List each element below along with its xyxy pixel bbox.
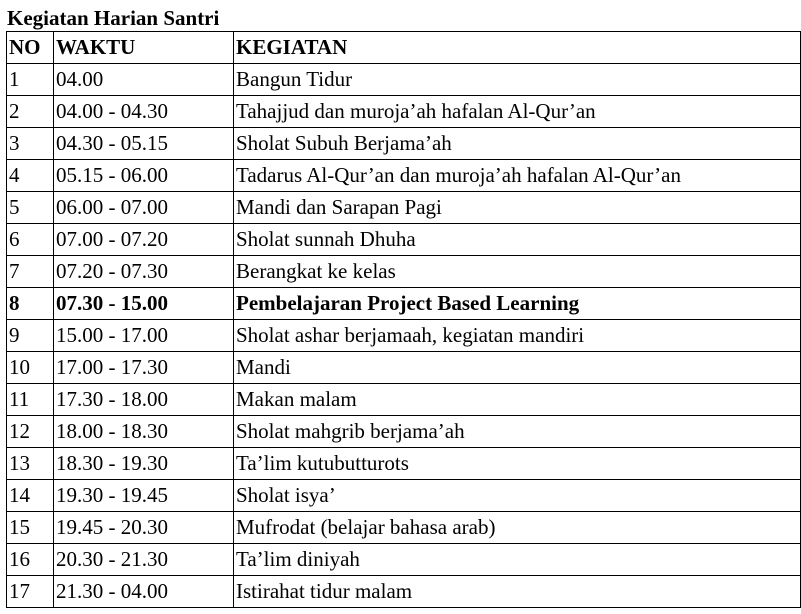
table-row xyxy=(7,160,801,192)
cell-waktu: 18.00 - 18.30 xyxy=(54,416,234,448)
table-row xyxy=(7,352,801,384)
cell-waktu: 07.00 - 07.20 xyxy=(54,224,234,256)
table-row xyxy=(7,64,801,96)
cell-kegiatan: Mandi dan Sarapan Pagi xyxy=(234,192,801,224)
column-header-kegiatan: KEGIATAN xyxy=(234,32,801,64)
cell-waktu: 19.30 - 19.45 xyxy=(54,480,234,512)
cell-no: 16 xyxy=(7,544,54,576)
cell-kegiatan: Sholat ashar berjamaah, kegiatan mandiri xyxy=(234,320,801,352)
cell-kegiatan: Ta’lim kutubutturots xyxy=(234,448,801,480)
cell-no: 17 xyxy=(7,576,54,608)
cell-no: 10 xyxy=(7,352,54,384)
cell-no: 7 xyxy=(7,256,54,288)
cell-kegiatan: Mandi xyxy=(234,352,801,384)
cell-kegiatan: Ta’lim diniyah xyxy=(234,544,801,576)
table-row xyxy=(7,128,801,160)
cell-waktu: 07.20 - 07.30 xyxy=(54,256,234,288)
cell-kegiatan: Sholat sunnah Dhuha xyxy=(234,224,801,256)
cell-no: 3 xyxy=(7,128,54,160)
table-row xyxy=(7,96,801,128)
table-row xyxy=(7,288,801,320)
cell-no: 6 xyxy=(7,224,54,256)
cell-waktu: 05.15 - 06.00 xyxy=(54,160,234,192)
cell-no: 13 xyxy=(7,448,54,480)
cell-kegiatan: Tahajjud dan muroja’ah hafalan Al-Qur’an xyxy=(234,96,801,128)
table-row xyxy=(7,576,801,608)
cell-kegiatan: Sholat Subuh Berjama’ah xyxy=(234,128,801,160)
table-row xyxy=(7,512,801,544)
table-row xyxy=(7,192,801,224)
cell-waktu: 04.30 - 05.15 xyxy=(54,128,234,160)
cell-waktu: 19.45 - 20.30 xyxy=(54,512,234,544)
cell-waktu: 06.00 - 07.00 xyxy=(54,192,234,224)
column-header-waktu: WAKTU xyxy=(54,32,234,64)
table-row xyxy=(7,480,801,512)
cell-no: 15 xyxy=(7,512,54,544)
cell-kegiatan: Makan malam xyxy=(234,384,801,416)
cell-waktu: 18.30 - 19.30 xyxy=(54,448,234,480)
cell-waktu: 07.30 - 15.00 xyxy=(54,288,234,320)
cell-waktu: 15.00 - 17.00 xyxy=(54,320,234,352)
cell-kegiatan: Sholat isya’ xyxy=(234,480,801,512)
table-row xyxy=(7,384,801,416)
cell-no: 11 xyxy=(7,384,54,416)
table-row xyxy=(7,224,801,256)
schedule-table xyxy=(6,31,801,608)
schedule-table-body xyxy=(7,64,801,608)
table-row xyxy=(7,544,801,576)
page-title: Kegiatan Harian Santri xyxy=(7,6,220,30)
cell-kegiatan: Tadarus Al-Qur’an dan muroja’ah hafalan Al-Qur’an xyxy=(234,160,801,192)
cell-no: 5 xyxy=(7,192,54,224)
cell-waktu: 17.30 - 18.00 xyxy=(54,384,234,416)
cell-kegiatan: Sholat mahgrib berjama’ah xyxy=(234,416,801,448)
cell-no: 8 xyxy=(7,288,54,320)
cell-no: 12 xyxy=(7,416,54,448)
cell-waktu: 20.30 - 21.30 xyxy=(54,544,234,576)
table-row xyxy=(7,448,801,480)
cell-kegiatan: Mufrodat (belajar bahasa arab) xyxy=(234,512,801,544)
cell-waktu: 04.00 - 04.30 xyxy=(54,96,234,128)
table-row xyxy=(7,320,801,352)
cell-kegiatan: Istirahat tidur malam xyxy=(234,576,801,608)
table-row xyxy=(7,256,801,288)
cell-no: 2 xyxy=(7,96,54,128)
cell-waktu: 21.30 - 04.00 xyxy=(54,576,234,608)
cell-no: 1 xyxy=(7,64,54,96)
cell-no: 9 xyxy=(7,320,54,352)
cell-no: 14 xyxy=(7,480,54,512)
cell-waktu: 17.00 - 17.30 xyxy=(54,352,234,384)
cell-no: 4 xyxy=(7,160,54,192)
column-header-no: NO xyxy=(7,32,54,64)
cell-kegiatan: Berangkat ke kelas xyxy=(234,256,801,288)
cell-kegiatan: Bangun Tidur xyxy=(234,64,801,96)
table-header-row xyxy=(7,32,801,64)
cell-waktu: 04.00 xyxy=(54,64,234,96)
table-row xyxy=(7,416,801,448)
cell-kegiatan: Pembelajaran Project Based Learning xyxy=(234,288,801,320)
